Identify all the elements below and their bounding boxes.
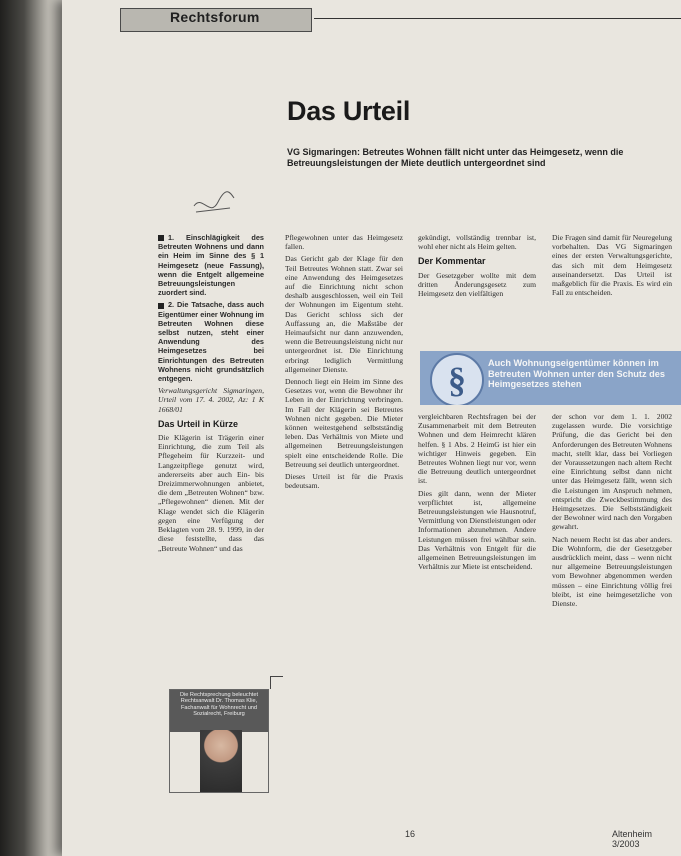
pull-quote-callout [420,351,681,405]
section-label: Rechtsforum [170,9,260,25]
column-3-continued [418,412,536,574]
column-2 [285,233,403,493]
court-citation: Verwaltungsgericht Sigmaringen, Urteil vom 17. 4. 2002, Az: 1 K 1668/01 [158,386,264,414]
bullet-icon [158,235,164,241]
pen-mark [190,188,240,218]
col3-paragraph-3: vergleichbaren Rechtsfragen bei der Zusammenarbeit mit dem Betreuten Wohnen und dem Heimrecht klären helfen. § 1 Abs. 2 HeimG ist hier ein wichtiger Hinweis gegeben. Ein Betreutes Wohnen liegt nur vor, wenn die Betreuung deutlich untergeordnet ist. [418,412,536,486]
lead-point-2: 2. Die Tatsache, dass auch Eigentümer einer Wohnung im Betreuten Wohnen diese selbst nutzen, steht einer Anwendung des Heimgesetzes bei Einrichtungen des Betreuten Wohnens nicht grundsätzlich entgegen. [158,300,264,384]
column-4 [552,233,672,300]
author-box [169,689,269,793]
crop-mark [270,676,283,689]
bullet-icon [158,303,164,309]
col3-paragraph-1: gekündigt, vollständig trennbar ist, wohl eher nicht als Heim gelten. [418,233,536,252]
author-caption: Die Rechtsprechung beleuchtet Rechtsanwalt Dr. Thomas Klie, Fachanwalt für Wohnrecht und Sozialrecht, Freiburg [170,690,268,732]
col2-paragraph-4: Dieses Urteil ist für die Praxis bedeutsam. [285,472,403,491]
pull-quote-text: Auch Wohnungseigentümer können im Betreuten Wohnen unter den Schutz des Heimgesetzes stehen [488,358,665,389]
col4-paragraph-1: Die Fragen sind damit für Neuregelung vorbehalten. Das VG Sigmaringen eines der ersten Verwaltungsgerichte, das sich mit dem Heimgesetz auseinandersetzt. Das Urteil ist maßgeblich für die Praxis. Es wird ein Fall zu entscheiden. [552,233,672,298]
summary-body: Die Klägerin ist Trägerin einer Einrichtung, die zum Teil als Pflegeheim für Kurzzeit- und Langzeitpflege genutzt wird, andererseits aber auch Ein- bis Dreizimmerwohnungen anbietet, die dem „Betreuten Wohnen“ bzw. „Pflegewohnen“ dienen. Mit der Klage wendet sich die Klägerin gegen eine Verfügung der Beklagten vom 28. 9. 1999, in der diese feststellte, dass das „Betreute Wohnen“ und das [158,433,264,553]
section-heading-comment: Der Kommentar [418,256,486,267]
magazine-issue: Altenheim 3/2003 [612,829,653,849]
col2-paragraph-2: Das Gericht gab der Klage für den Teil Betreutes Wohnen statt. Zwar sei eine Anwendung des Heimgesetzes auf die Einrichtung nicht schon deshalb ausgeschlossen, weil ein Teil der Wohnungen im Eigentum steht. Das Gericht schloss sich der Auffassung an, die Maßstäbe der Heimaufsicht nur dann anzuwenden, wenn die Betreuungsleistung nicht nur untergeordnet ist. Die Einrichtung erbringt lediglich Vermittlung allgemeiner Dienste. [285,254,403,374]
col2-paragraph-3: Dennoch liegt ein Heim im Sinne des Gesetzes vor, wenn die Bewohner ihr Leben in der Einrichtung verbringen. Im Fall der Klägerin sei Betreutes Wohnen nicht gegeben. Die Mieter können weitestgehend selbstständig leben. Das Verhältnis von Miete und allgemeinen Betreuungsleistungen spielt eine entscheidende Rolle. Die Betreuung sei deutlich untergeordnet. [285,377,403,469]
column-4-continued [552,412,672,611]
header-rule [314,18,681,19]
col4-paragraph-2: der schon vor dem 1. 1. 2002 zugelassen wurde. Die vorsichtige Prüfung, die das Gericht bei den Anforderungen des Betreuten Wohnens macht, stellt klar, dass bei Vorliegen der Voraussetzungen nach altem Recht eine Einrichtung selbst dann nicht unter das Heimgesetz fällt, wenn sich die Leistungen im Anspruch nehmen, entspricht die Zweckbestimmung des Heimgesetzes. Die Selbstständigkeit der Bewohner wird nach den Vorgaben gewahrt. [552,412,672,532]
column-3 [418,233,536,301]
article-subtitle: VG Sigmaringen: Betreutes Wohnen fällt nicht unter das Heimgesetz, wenn die Betreuungsleistungen der Miete deutlich untergeordnet sind [287,147,624,168]
paragraph-sign-icon: § [430,353,484,405]
col2-paragraph-1: Pflegewohnen unter das Heimgesetz fallen. [285,233,403,252]
page-number: 16 [405,829,416,839]
column-1 [158,233,264,556]
article-title: Das Urteil [287,96,411,126]
col3-paragraph-4: Dies gilt dann, wenn der Mieter verpflichtet ist, allgemeine Betreuungsleistungen wie Hausnotruf, Vermittlung von Dienstleistungen oder Informationen abzunehmen. Andere Leistungen müssen frei wählbar sein. Das Verhältnis von Entgelt für die allgemeinen Betreuungsleistungen im Verhältnis zur Miete ist entscheidend. [418,488,536,572]
author-photo [200,730,242,792]
col4-paragraph-3: Nach neuem Recht ist das aber anders. Die Wohnform, die der Gesetzgeber ausdrücklich meint, dass – wenn nicht nur allgemeine Betreuungsleistungen vom Bewohner abgenommen werden müssen – eine Einrichtung völlig frei bleibt, ist eine heimgesetzliche von Dienste. [552,534,672,609]
lead-point-1: 1. Einschlägigkeit des Betreuten Wohnens und dann ein Heim im Sinne des § 1 Heimgesetz (neue Fassung), wenn die Entgelt allgemeine Betreuungsleistungen zuordert sind. [158,233,264,298]
section-heading-summary: Das Urteil in Kürze [158,418,239,429]
col3-paragraph-2: Der Gesetzgeber wollte mit dem dritten Änderungsgesetz zum Heimgesetz den vielfältigen [418,270,536,299]
